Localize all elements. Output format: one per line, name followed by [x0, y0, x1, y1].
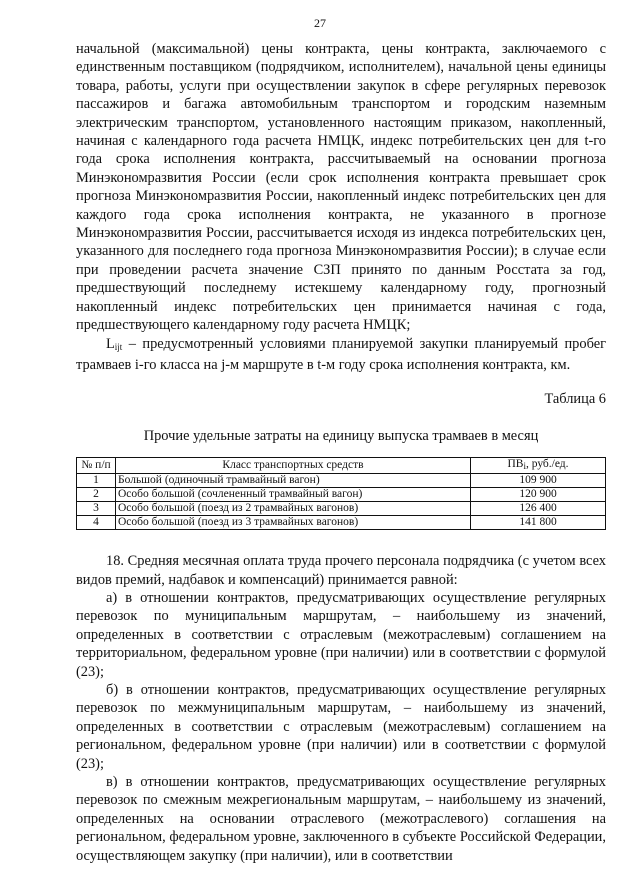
- header-value-unit: , руб./ед.: [525, 458, 569, 471]
- table-label: Таблица 6: [544, 391, 606, 408]
- row-num: 4: [77, 516, 116, 530]
- lijt-symbol: L: [106, 335, 115, 352]
- row-value: 126 400: [471, 502, 606, 516]
- document-body: [76, 40, 606, 865]
- paragraph-item-a: а) в отношении контрактов, предусматривающих осуществление регулярных перевозок по муниципальным маршрутам, – наибольшему из значений, определенных в соответствии с отраслевым (межотраслевым) соглашением на территориальном, федеральном уровне (при наличии) или в соответствии с формулой (23);: [76, 589, 606, 680]
- row-value: 141 800: [471, 516, 606, 530]
- paragraph-item-v: в) в отношении контрактов, предусматривающих осуществление регулярных перевозок по смежным межрегиональным маршрутам, – наибольшему из значений, определенных на основании отраслевого (межотраслевого) соглашения на региональном, федеральном уровне, заключенного в субъекте Российской Федерации, осуществляющем закупку (при наличии), или в соответствии: [76, 774, 606, 864]
- row-class: Особо большой (поезд из 3 трамвайных вагонов): [116, 516, 471, 530]
- page-number: 27: [314, 16, 326, 30]
- table-row: [77, 474, 606, 488]
- header-class: Класс транспортных средств: [116, 458, 471, 474]
- row-value: 109 900: [471, 474, 606, 488]
- row-class: Большой (одиночный трамвайный вагон): [116, 474, 471, 488]
- row-class: Особо большой (сочлененный трамвайный вагон): [116, 488, 471, 502]
- row-num: 2: [77, 488, 116, 502]
- table-header-row: [77, 458, 606, 474]
- row-class: Особо большой (поезд из 2 трамвайных вагонов): [116, 502, 471, 516]
- lijt-text: – предусмотренный условиями планируемой закупки планируемый пробег трамваев i-го класса на j-м маршруте в t-м году срока исполнения контракта, км.: [76, 335, 606, 373]
- paragraph-continuation: начальной (максимальной) цены контракта, цены контракта, заключаемого с единственным поставщиком (подрядчиком, исполнителем), начальной цены единицы товара, работы, услуги при осуществлении закупок в сфере регулярных перевозок пассажиров и багажа автомобильным транспортом и городским наземным электрическим транспортом, установленного настоящим приказом, накопленный, начиная с календарного года расчета НМЦК, индекс потребительских цен для t-го года срока исполнения контракта, рассчитываемый на основании прогноза Минэкономразвития России (если срок исполнения контракта превышает срок прогноза Минэкономразвития России, накопленный индекс потребительских цен для каждого года срока исполнения контракта, не указанного в прогнозе Минэкономразвития России, рассчитывается исходя из индекса потребительских цен, указанного для последнего года прогноза Минэкономразвития России); в случае если при проведении расчета значение СЗП принято по данным Росстата за год, предшествующий последнему истекшему календарному году, прогнозный накопленный индекс потребительских цен принимается начиная с года, предшествующего календарному году расчета НМЦК;: [76, 41, 606, 334]
- row-value: 120 900: [471, 488, 606, 502]
- table-row: [77, 516, 606, 530]
- row-num: 1: [77, 474, 116, 488]
- table-title: Прочие удельные затраты на единицу выпуска трамваев в месяц: [143, 427, 539, 444]
- header-value-main: ПВ: [507, 458, 524, 471]
- header-num: № п/п: [77, 458, 116, 474]
- row-num: 3: [77, 502, 116, 516]
- costs-table: [76, 457, 606, 530]
- paragraph-lijt-definition: [76, 335, 606, 375]
- paragraph-item-18: 18. Средняя месячная оплата труда прочего персонала подрядчика (с учетом всех видов премий, надбавок и компенсаций) принимается равной:: [76, 553, 606, 588]
- table-row: [77, 488, 606, 502]
- header-value-sub: i: [523, 461, 526, 472]
- table-row: [77, 502, 606, 516]
- lijt-subscript: ijt: [114, 341, 123, 352]
- header-value: [471, 458, 606, 474]
- paragraph-item-b: б) в отношении контрактов, предусматривающих осуществление регулярных перевозок по межмуниципальным маршрутам, – наибольшему из значений, определенных в соответствии с отраслевым (межотраслевым) соглашением на региональном, федеральном уровне (при наличии) или в соответствии с формулой (23);: [76, 681, 606, 772]
